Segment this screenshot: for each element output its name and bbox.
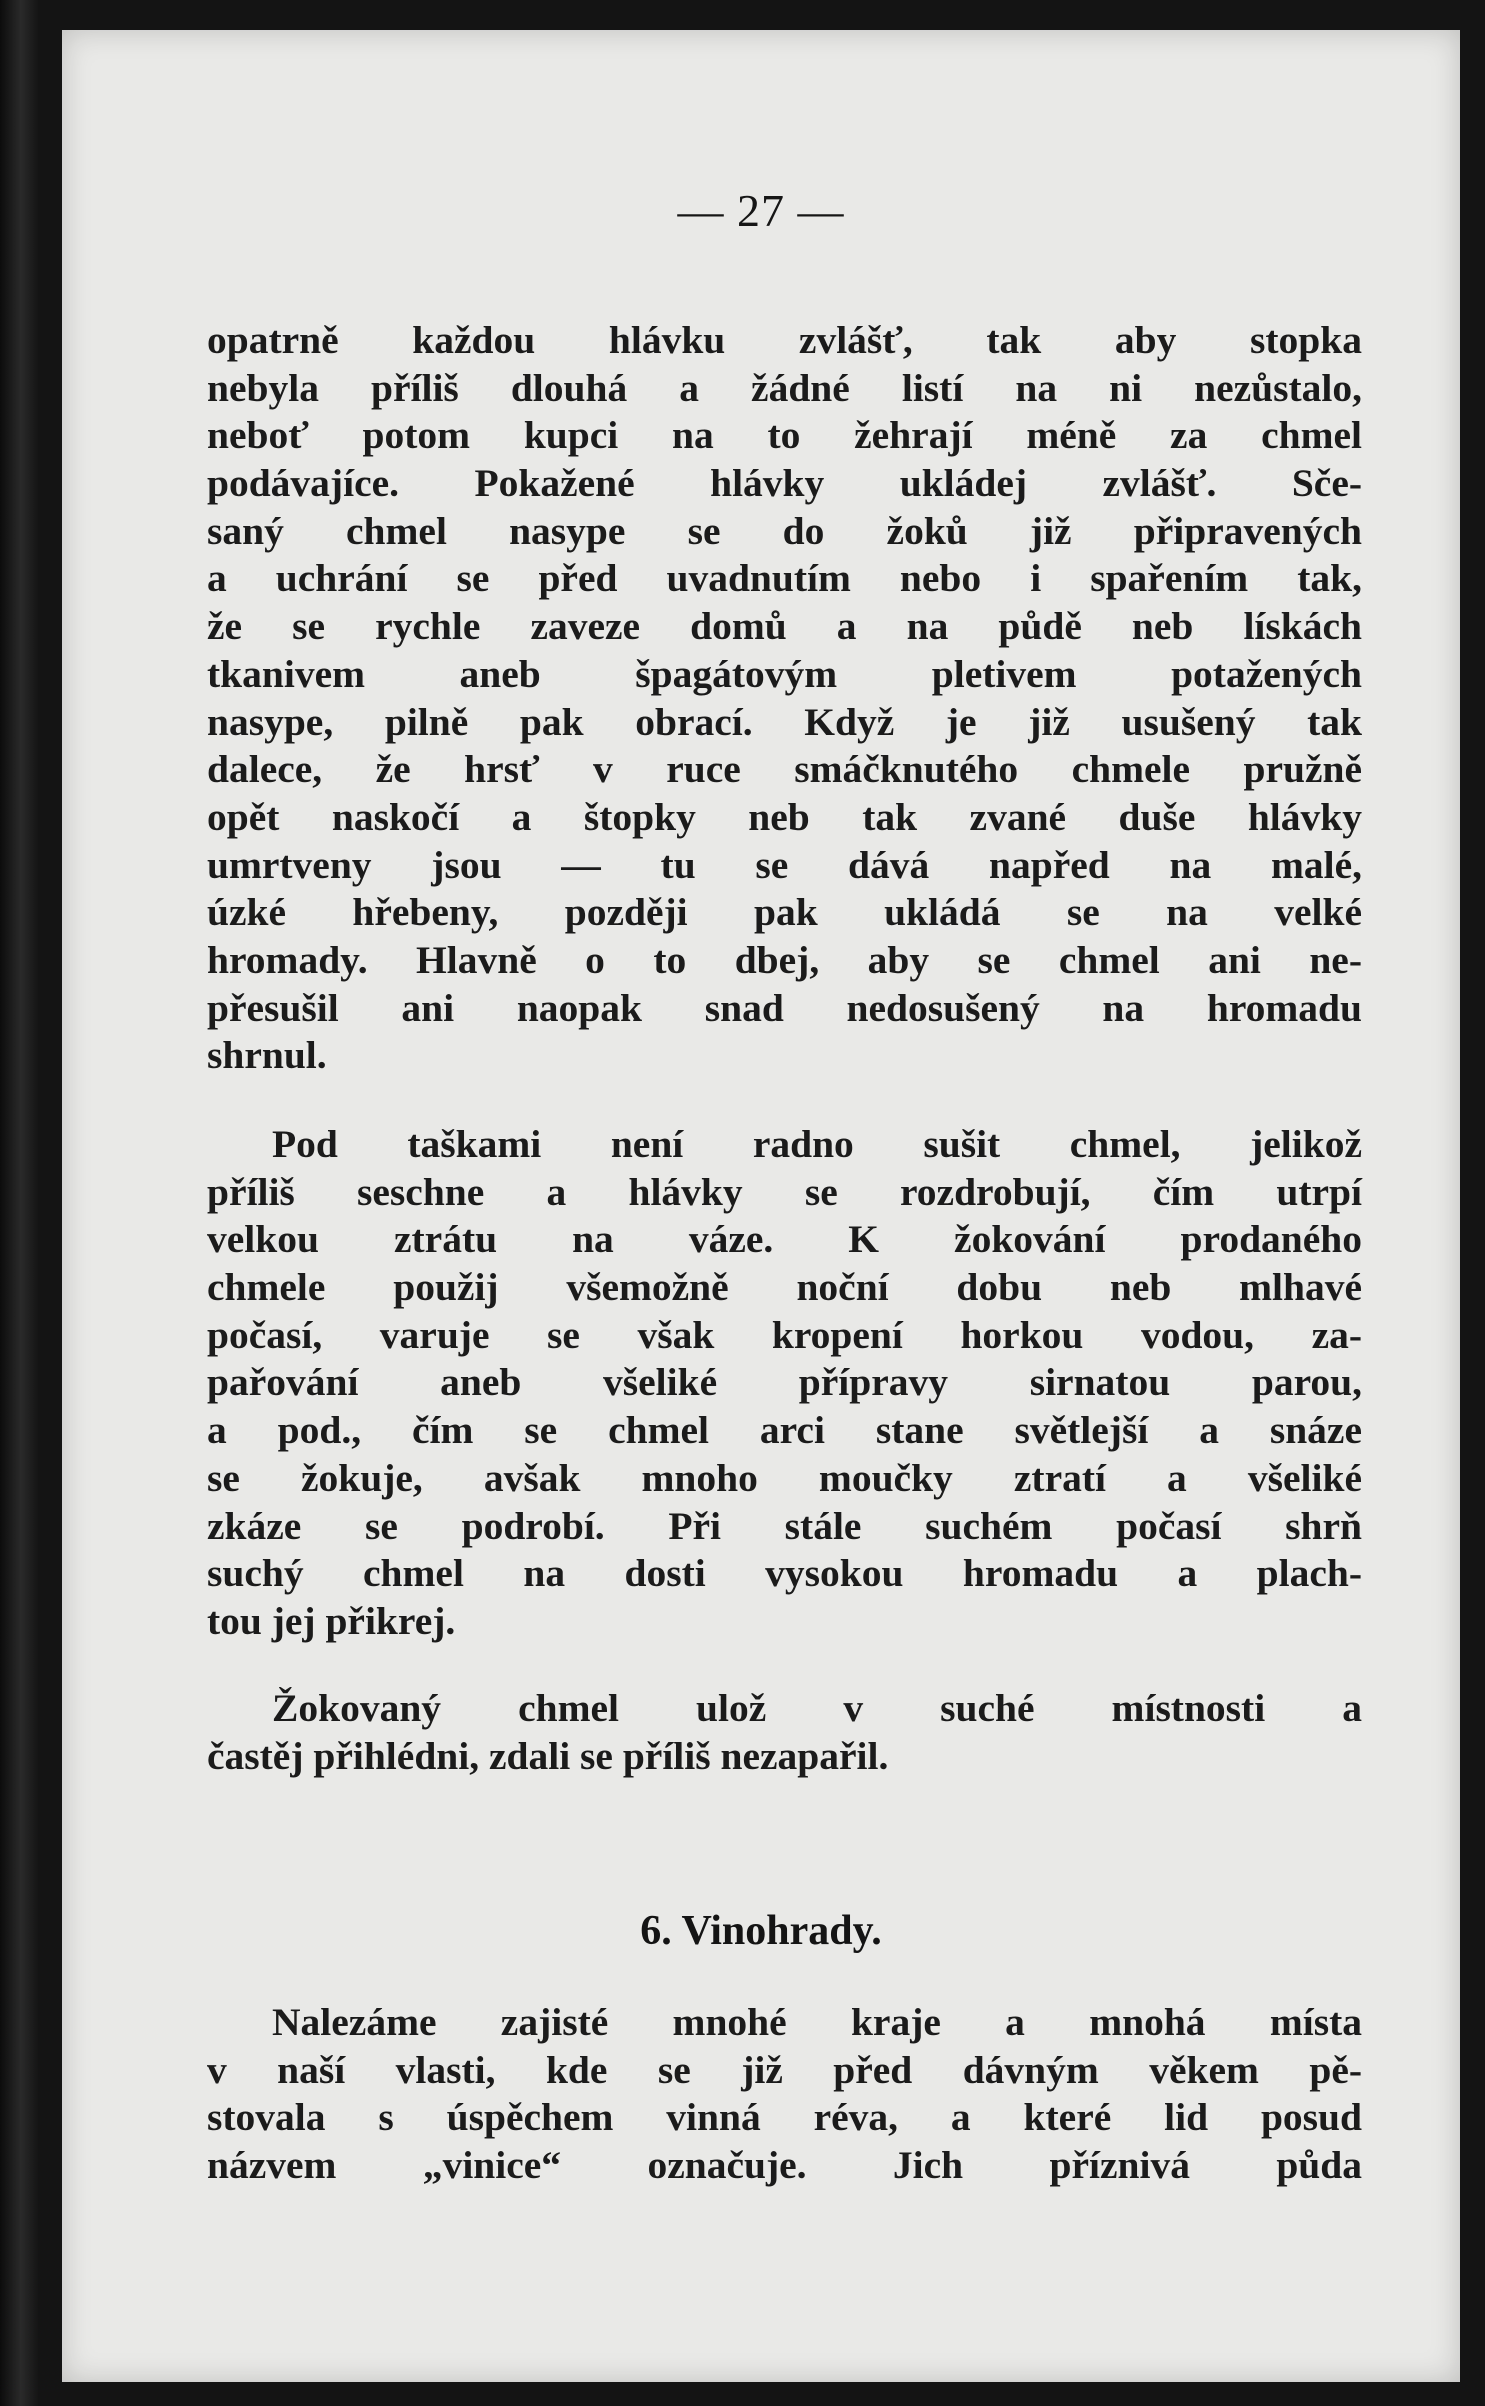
text-line: tou jej přikrej.	[207, 1598, 456, 1643]
text-line: přesušil ani naopak snad nedosušený na hromadu	[207, 985, 1362, 1030]
text-line: Nalezáme zajisté mnohé kraje a mnohá místa	[272, 2000, 1362, 2044]
paragraph-3	[207, 1685, 1362, 1780]
text-line: úzké hřebeny, později pak ukládá se na velké	[207, 890, 1362, 935]
text-line: neboť potom kupci na to žehrají méně za chmel	[207, 413, 1362, 458]
text-line: v naší vlasti, kde se již před dávným věkem pě-	[207, 2047, 1362, 2092]
page-number: — 27 —	[677, 185, 845, 236]
text-line: hromady. Hlavně o to dbej, aby se chmel ani ne-	[207, 937, 1362, 982]
text-line: nebyla příliš dlouhá a žádné listí na ni nezůstalo,	[207, 365, 1362, 410]
section-heading: 6. Vinohrady.	[640, 1908, 882, 1954]
text-line: názvem „vinice“ označuje. Jich příznivá půda	[207, 2143, 1362, 2188]
text-line: zkáze se podrobí. Při stále suchém počasí shrň	[207, 1503, 1362, 1548]
text-line: a uchrání se před uvadnutím nebo i spařením tak,	[207, 556, 1362, 601]
text-line: stovala s úspěchem vinná réva, a které lid posud	[207, 2095, 1362, 2140]
text-line: opět naskočí a štopky neb tak zvané duše hlávky	[207, 794, 1362, 839]
text-line: se žokuje, avšak mnoho moučky ztratí a všeliké	[207, 1455, 1362, 1500]
text-line: nasype, pilně pak obrací. Když je již usušený tak	[207, 699, 1362, 744]
text-line: dalece, že hrsť v ruce smáčknutého chmele pružně	[207, 747, 1362, 792]
text-line: příliš seschne a hlávky se rozdrobují, čím utrpí	[207, 1169, 1362, 1214]
book-binding-edge	[0, 0, 38, 2406]
text-line: tkanivem aneb špagátovým pletivem potažených	[207, 651, 1362, 696]
text-line: Žokovaný chmel ulož v suché místnosti a	[272, 1686, 1362, 1730]
text-line: opatrně každou hlávku zvlášť, tak aby stopka	[207, 318, 1362, 362]
book-page	[62, 30, 1460, 2382]
text-line: shrnul.	[207, 1033, 327, 1078]
text-line: že se rychle zaveze domů a na půdě neb lískách	[207, 604, 1362, 649]
text-line: a pod., čím se chmel arci stane světlejší a snáze	[207, 1408, 1362, 1453]
text-line: velkou ztrátu na váze. K žokování prodaného	[207, 1217, 1362, 1262]
text-line: podávajíce. Pokažené hlávky ukládej zvlášť. Sče-	[207, 461, 1362, 506]
text-line: častěj přihlédni, zdali se příliš nezapařil.	[207, 1733, 889, 1778]
paragraph-4	[207, 1999, 1362, 2190]
paragraph-1	[207, 317, 1362, 1080]
text-line: umrtveny jsou — tu se dává napřed na malé,	[207, 842, 1362, 887]
text-line: počasí, varuje se však kropení horkou vodou, za-	[207, 1312, 1362, 1357]
paragraph-2	[207, 1121, 1362, 1646]
text-line: saný chmel nasype se do žoků již připravených	[207, 508, 1362, 553]
text-line: chmele použij všemožně noční dobu neb mlhavé	[207, 1265, 1362, 1310]
text-line: pařování aneb všeliké přípravy sirnatou parou,	[207, 1360, 1362, 1405]
text-line: Pod taškami není radno sušit chmel, jelikož	[272, 1122, 1362, 1166]
text-line: suchý chmel na dosti vysokou hromadu a plach-	[207, 1551, 1362, 1596]
